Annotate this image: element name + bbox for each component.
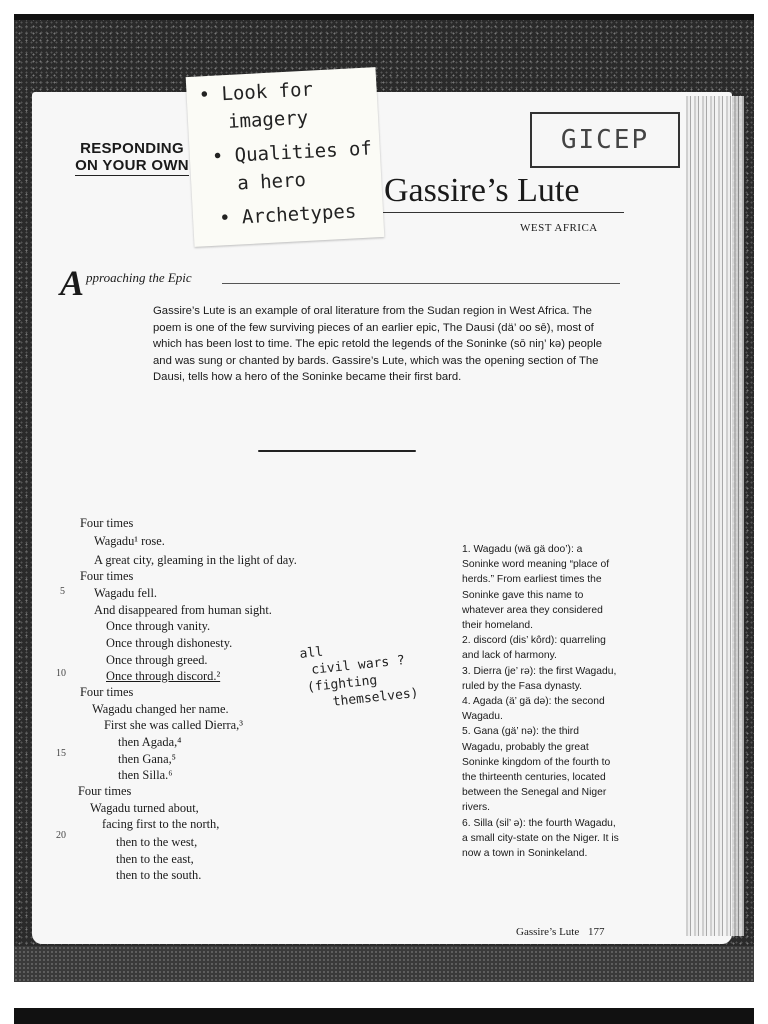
- poem-line: then Gana,⁵: [118, 752, 176, 766]
- footnote: 3. Dierra (je’ rə): the first Wagadu, ruled by the Fasa dynasty.: [462, 665, 617, 692]
- margin-annotation: [297, 634, 420, 714]
- sticky-note-line: imagery: [227, 106, 309, 133]
- sticky-note-line: a hero: [236, 168, 307, 195]
- poem-line: Four times: [80, 516, 134, 530]
- margin-annotation-line: all: [298, 644, 324, 662]
- section-label-line2: ON YOUR OWN: [75, 157, 189, 174]
- poem-line: Wagadu turned about,: [90, 801, 199, 815]
- handwritten-stamp: GICEP: [530, 112, 680, 168]
- page-number: 177: [587, 926, 605, 938]
- margin-annotation-line: themselves): [332, 685, 420, 710]
- poem-line: Once through greed.: [106, 653, 208, 667]
- drop-cap: A: [60, 263, 85, 303]
- poem-line: Wagadu¹ rose.: [94, 534, 165, 548]
- section-heading: pproaching the Epic: [86, 270, 192, 285]
- page-footer: [516, 926, 604, 938]
- line-number: 5: [60, 586, 65, 597]
- poem-line: Once through dishonesty.: [106, 636, 233, 650]
- sticky-note: [186, 67, 385, 247]
- poem-line: facing first to the north,: [102, 817, 220, 831]
- poem-line: A great city, gleaming in the light of day.: [94, 553, 297, 567]
- page-edge-stack: [686, 96, 744, 936]
- section-divider: [258, 450, 416, 452]
- sticky-note-line: • Look for: [198, 78, 314, 107]
- footnote: 2. discord (dis’ kôrd): quarreling and lack of harmony.: [462, 635, 606, 662]
- poem-line: Once through discord.²: [106, 669, 221, 683]
- poem-line: Four times: [80, 569, 134, 583]
- footnote: 4. Agada (ä’ gä də): the second Wagadu.: [462, 696, 605, 723]
- poem-line: then Silla.⁶: [118, 768, 173, 782]
- region-label: WEST AFRICA: [520, 222, 598, 234]
- poem-line: then Agada,⁴: [118, 735, 182, 749]
- poem-line: And disappeared from human sight.: [94, 603, 272, 617]
- poem-line: then to the south.: [116, 868, 202, 882]
- heading-rule: [222, 283, 620, 284]
- section-label: [62, 140, 202, 176]
- footnote: 1. Wagadu (wä gä doo’): a Soninke word meaning “place of herds.” From earliest times the Soninke gave this name to whatever area they considered their homeland.: [462, 544, 610, 632]
- footnote: 6. Silla (sil’ ə): the fourth Wagadu, a small city-state on the Niger. It is now a town in Soninkeland.: [462, 817, 619, 860]
- margin-annotation-line: civil wars ?: [310, 653, 406, 678]
- scan-bottom-edge: [14, 1008, 754, 1024]
- poem-line: Wagadu fell.: [94, 586, 157, 600]
- poem-line: then to the east,: [116, 852, 194, 866]
- poem-line: Four times: [78, 784, 132, 798]
- title-rule: [376, 212, 624, 213]
- page-title: Gassire’s Lute: [384, 172, 580, 209]
- margin-annotation-line: (fighting: [306, 673, 379, 696]
- sticky-note-line: • Qualities of: [211, 137, 373, 168]
- footnotes: [462, 542, 622, 861]
- book-bottom-edge: [14, 946, 754, 982]
- footnote: 5. Gana (gä’ nə): the third Wagadu, probably the great Soninke kingdom of the fourth to the thirteenth centuries, located between the Senegal and Niger rivers.: [462, 726, 611, 814]
- line-number: 15: [56, 748, 66, 759]
- intro-paragraph: [153, 303, 623, 386]
- intro-text: Gassire’s Lute is an example of oral literature from the Sudan region in West Africa. The poem is one of the few surviving pieces of an earlier epic, The Dausi (dä’ oo sē), most of which has been lost to time. The epic retold the legends of the Soninke (sō niŋ’ kə) people and was sung or chanted by bards. Gassire’s Lute, which was the opening section of The Dausi, tells how a hero of the Soninke became their first bard.: [153, 305, 603, 384]
- poem-line: Once through vanity.: [106, 619, 211, 633]
- running-title: Gassire’s Lute: [516, 926, 580, 938]
- poem-line: First she was called Dierra,³: [104, 718, 243, 732]
- section-label-line1: RESPONDING: [80, 140, 184, 157]
- poem-line: Four times: [80, 685, 134, 699]
- poem-line: Wagadu changed her name.: [92, 702, 229, 716]
- sticky-note-line: • Archetypes: [218, 200, 357, 230]
- line-number: 10: [56, 668, 66, 679]
- line-number: 20: [56, 830, 66, 841]
- poem-line: then to the west,: [116, 835, 198, 849]
